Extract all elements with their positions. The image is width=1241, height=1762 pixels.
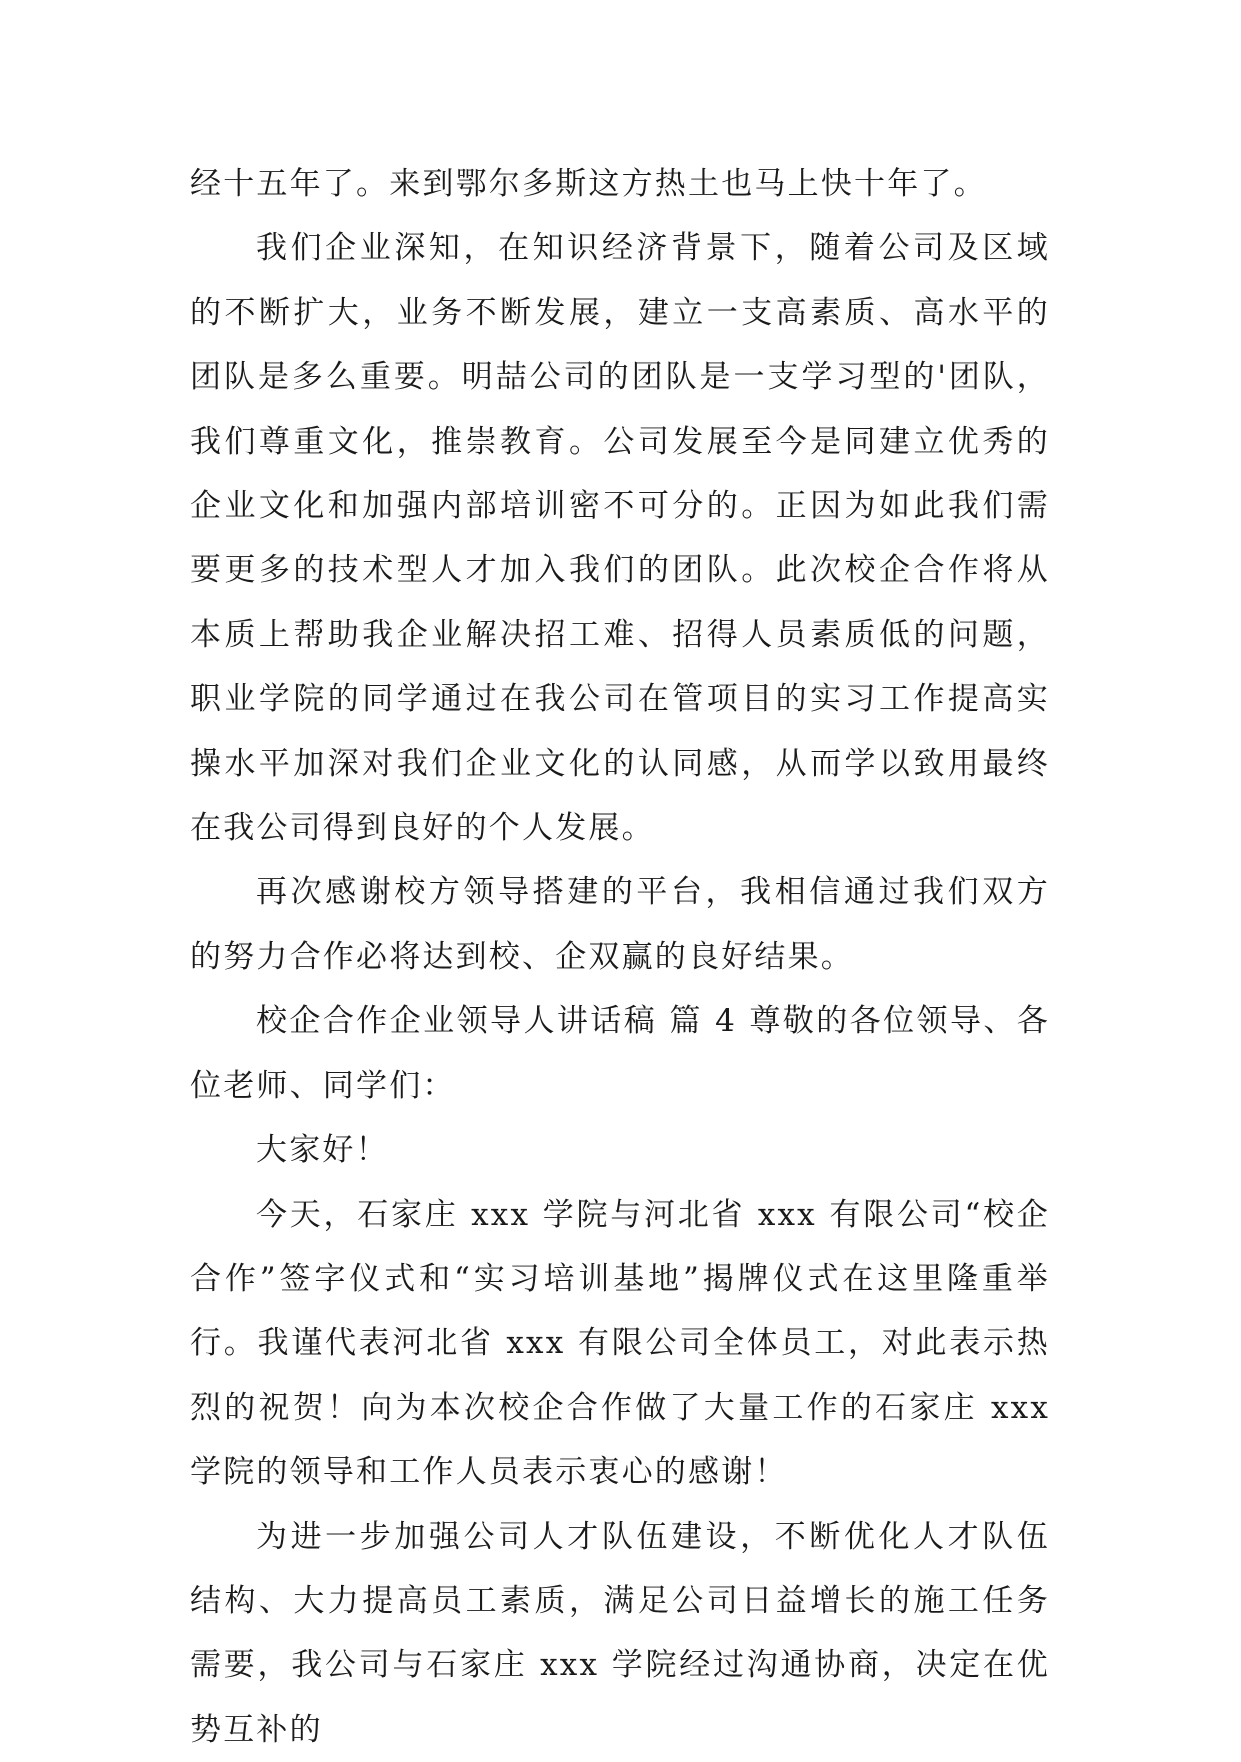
paragraph-talent-building: 为进一步加强公司人才队伍建设，不断优化人才队伍结构、大力提高员工素质，满足公司日益增长的施工任务需要，我公司与石家庄 xxx 学院经过沟通协商，决定在优势互补的 <box>190 1518 1050 1748</box>
paragraph-thanks: 再次感谢校方领导搭建的平台，我相信通过我们双方的努力合作必将达到校、企双赢的良好结果。 <box>190 874 1050 975</box>
paragraph-enterprise-team: 我们企业深知，在知识经济背景下，随着公司及区域的不断扩大，业务不断发展，建立一支高素质、高水平的团队是多么重要。明喆公司的团队是一支学习型的'团队，我们尊重文化，推崇教育。公司发展至今是同建立优秀的企业文化和加强内部培训密不可分的。正因为如此我们需要更多的技术型人才加入我们的团队。此次校企合作将从本质上帮助我企业解决招工难、招得人员素质低的问题，职业学院的同学通过在我公司在管项目的实习工作提高实操水平加深对我们企业文化的认同感，从而学以致用最终在我公司得到良好的个人发展。 <box>190 230 1050 847</box>
paragraph-greeting: 大家好！ <box>256 1132 389 1169</box>
paragraph-continuation: 经十五年了。来到鄂尔多斯这方热土也马上快十年了。 <box>190 166 987 202</box>
document-body <box>190 152 1050 1762</box>
paragraph-speech-title: 校企合作企业领导人讲话稿 篇 4 尊敬的各位领导、各位老师、同学们： <box>190 1003 1050 1104</box>
paragraph-ceremony: 今天，石家庄 xxx 学院与河北省 xxx 有限公司“校企合作”签字仪式和“实习培训基地”揭牌仪式在这里隆重举行。我谨代表河北省 xxx 有限公司全体员工，对此表示热烈的祝贺！向为本次校企合作做了大量工作的石家庄 xxx 学院的领导和工作人员表示衷心的感谢！ <box>190 1196 1050 1491</box>
